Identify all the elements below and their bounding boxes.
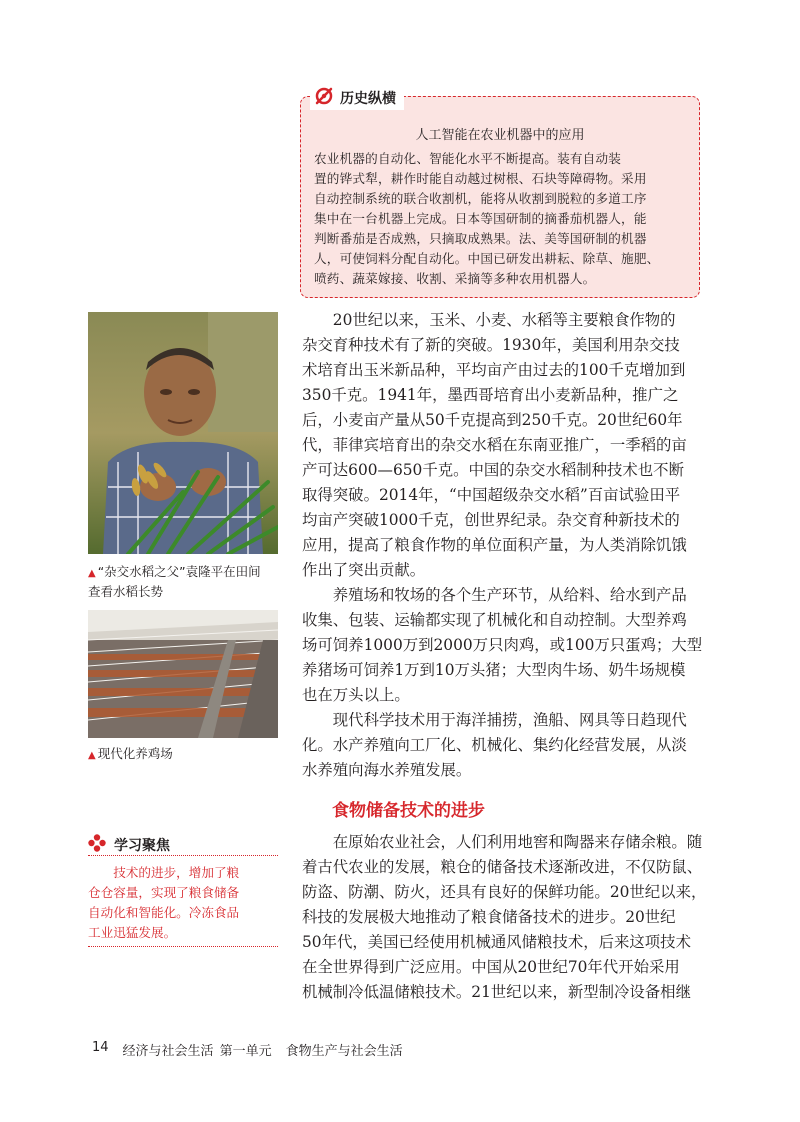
- body-line: 化。水产养殖向工厂化、机械化、集约化经营发展，从淡: [302, 736, 687, 754]
- history-spiral-icon: [314, 86, 334, 110]
- body-line: 着古代农业的发展，粮仓的储备技术逐渐改进，不仅防鼠、: [302, 858, 703, 876]
- history-box-line: 集中在一台机器上完成。日本等国研制的摘番茄机器人，能: [314, 211, 647, 226]
- page-footer: [92, 1040, 403, 1059]
- history-box-line: 自动控制系统的联合收割机，能将从收割到脱粒的多道工序: [314, 191, 647, 206]
- body-line: 50年代，美国已经使用机械通风储粮技术，后来这项技术: [302, 933, 691, 951]
- page-number: 14: [92, 1040, 109, 1055]
- body-line: 也在万头以上。: [302, 686, 410, 704]
- history-box-line: 农业机器的自动化、智能化水平不断提高。装有自动装: [314, 151, 622, 166]
- yuan-longping-photo: [88, 312, 278, 554]
- body-line: 机械制冷低温储粮技术。21世纪以来，新型制冷设备相继: [302, 983, 691, 1001]
- study-focus-top-divider: [88, 855, 278, 856]
- body-line: 应用，提高了粮食作物的单位面积产量，为人类消除饥饿: [302, 536, 687, 554]
- history-box-line: 判断番茄是否成熟，只摘取成熟果。法、美等国研制的机器: [314, 231, 647, 246]
- body-line: 均亩产突破1000千克，创世界纪录。杂交育种新技术的: [302, 511, 680, 529]
- body-line: 术培育出玉米新品种，平均亩产由过去的100千克增加到: [302, 361, 686, 379]
- book-title: 经济与社会生活: [122, 1044, 214, 1059]
- study-focus-label: 学习聚焦: [114, 838, 170, 854]
- body-line: 取得突破。2014年，“中国超级杂交水稻”百亩试验田平: [302, 486, 681, 504]
- body-line: 后，小麦亩产量从50千克提高到250千克。20世纪60年: [302, 411, 683, 429]
- caption-triangle-icon: ▲: [88, 750, 96, 761]
- study-focus-line: 工业迅猛发展。: [88, 925, 177, 940]
- body-line: 作出了突出贡献。: [302, 561, 426, 579]
- body-line: 现代科学技术用于海洋捕捞，渔船、网具等日趋现代: [302, 711, 687, 729]
- study-focus-bottom-divider: [88, 946, 278, 947]
- rice-photo-caption-line: [88, 562, 261, 584]
- body-line: 科技的发展极大地推动了粮食储备技术的进步。20世纪: [302, 908, 676, 926]
- section-heading: 食物储备技术的进步: [332, 801, 485, 821]
- history-box-line: 人，可使饲料分配自动化。中国已研发出耕耘、除草、施肥、: [314, 251, 660, 266]
- body-line: 养猪场可饲养1万到10万头猪；大型肉牛场、奶牛场规模: [302, 661, 686, 679]
- body-line: 在原始农业社会，人们利用地窖和陶器来存储余粮。随: [302, 833, 703, 851]
- body-line: 杂交育种技术有了新的突破。1930年，美国利用杂交技: [302, 336, 680, 354]
- rice-photo-caption-line: 查看水稻长势: [88, 584, 164, 599]
- body-line: 养殖场和牧场的各个生产环节，从给料、给水到产品: [302, 586, 687, 604]
- history-box-line: 置的铧式犁，耕作时能自动越过树根、石块等障碍物。采用: [314, 171, 647, 186]
- body-line: 20世纪以来，玉米、小麦、水稻等主要粮食作物的: [302, 311, 676, 329]
- body-line: 产可达600—650千克。中国的杂交水稻制种技术也不断: [302, 461, 684, 479]
- study-focus-flower-icon: [88, 834, 106, 856]
- chicken-photo-caption: [88, 744, 173, 766]
- history-box-title: 人工智能在农业机器中的应用: [415, 128, 585, 143]
- body-line: 收集、包装、运输都实现了机械化和自动控制。大型养鸡: [302, 611, 687, 629]
- body-line: 场可饲养1000万到2000万只肉鸡，或100万只蛋鸡；大型: [302, 636, 703, 654]
- caption-text: “杂交水稻之父”袁隆平在田间: [97, 564, 261, 579]
- study-focus-line: 仓仓容量，实现了粮食储备: [88, 885, 240, 900]
- chicken-farm-photo: [88, 610, 278, 738]
- history-box-line: 喷药、蔬菜嫁接、收割、采摘等多种农用机器人。: [314, 271, 596, 286]
- history-box-header: [310, 86, 404, 110]
- history-box-label: 历史纵横: [340, 91, 396, 107]
- caption-triangle-icon: ▲: [88, 568, 96, 579]
- unit-title: 食物生产与社会生活: [285, 1044, 403, 1059]
- body-line: 防盗、防潮、防火，还具有良好的保鲜功能。20世纪以来，: [302, 883, 707, 901]
- study-focus-header: [88, 834, 278, 856]
- study-focus-line: 自动化和智能化。冷冻食品: [88, 905, 240, 920]
- body-line: 350千克。1941年，墨西哥培育出小麦新品种，推广之: [302, 386, 679, 404]
- body-line: 在全世界得到广泛应用。中国从20世纪70年代开始采用: [302, 958, 680, 976]
- body-line: 水养殖向海水养殖发展。: [302, 761, 472, 779]
- unit-label: 第一单元: [219, 1044, 272, 1059]
- study-focus-line: 技术的进步，增加了粮: [88, 865, 240, 880]
- caption-text: 现代化养鸡场: [97, 746, 173, 761]
- body-line: 代，菲律宾培育出的杂交水稻在东南亚推广，一季稻的亩: [302, 436, 687, 454]
